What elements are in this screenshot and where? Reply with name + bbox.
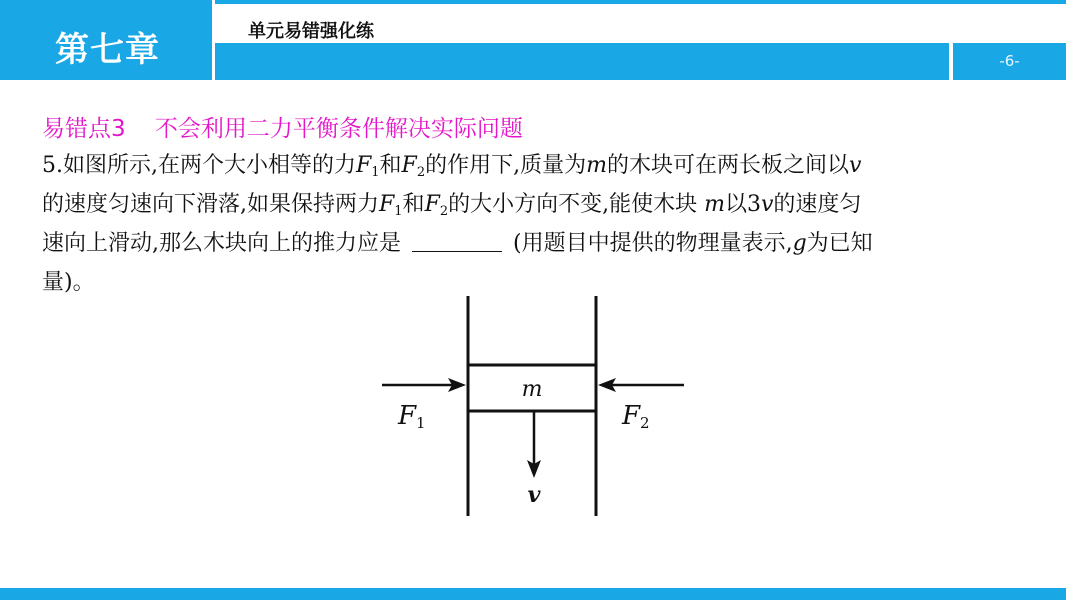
force-diagram (378, 296, 688, 520)
velocity-label: v (527, 482, 541, 508)
question-line-3 (42, 224, 1032, 263)
symbol-v: v (848, 153, 862, 178)
text-run: 以3 (724, 192, 761, 217)
symbol-F: F (355, 153, 372, 178)
mistake-heading: 易错点3 不会利用二力平衡条件解决实际问题 (42, 116, 523, 142)
left-force-symbol: F (398, 401, 417, 431)
subscript-1: 1 (371, 165, 380, 180)
symbol-v: v (760, 192, 774, 217)
text-run: 和 (379, 153, 402, 178)
symbol-F: F (379, 192, 395, 217)
left-force-subscript: 1 (416, 414, 426, 432)
text-run: 的速度匀速向下滑落,如果保持两力 (42, 192, 379, 217)
answer-blank[interactable] (412, 229, 502, 252)
text-run: 和 (402, 192, 425, 217)
right-force-subscript: 2 (640, 414, 650, 432)
page-number-bar (953, 43, 1066, 80)
bottom-bar (0, 588, 1066, 600)
text-run: 5.如图所示,在两个大小相等的力 (42, 153, 356, 178)
text-run: 为已知 (806, 231, 873, 256)
right-force-label (621, 401, 650, 432)
section-title: 单元易错强化练 (248, 21, 374, 42)
text-run: 的速度匀 (773, 192, 862, 217)
top-accent-bar (215, 0, 1066, 4)
question-line-2 (42, 185, 1032, 224)
text-run: 量)。 (42, 270, 95, 295)
right-force-symbol: F (622, 401, 641, 431)
symbol-F: F (424, 192, 440, 217)
chapter-box (0, 0, 212, 80)
text-run: 的大小方向不变,能使木块 (448, 192, 705, 217)
symbol-g: g (792, 231, 807, 256)
symbol-m: m (586, 153, 607, 178)
subscript-2: 2 (416, 165, 426, 180)
text-run: (用题目中提供的物理量表示, (506, 231, 793, 256)
symbol-F: F (401, 153, 417, 178)
subscript-2: 2 (439, 204, 449, 219)
left-force-label (397, 401, 426, 432)
text-run: 的木块可在两长板之间以 (606, 153, 849, 178)
text-run: 的作用下,质量为 (425, 153, 587, 178)
text-run: 速向上滑动,那么木块向上的推力应是 (42, 231, 408, 256)
subscript-1: 1 (394, 204, 403, 219)
header-bar (215, 43, 949, 80)
chapter-title: 第七章 (55, 30, 160, 70)
symbol-m: m (704, 192, 725, 217)
question-text (42, 146, 1032, 302)
page-number: -6- (999, 52, 1020, 70)
block-mass-label: m (521, 377, 543, 402)
question-line-1 (42, 146, 1032, 185)
